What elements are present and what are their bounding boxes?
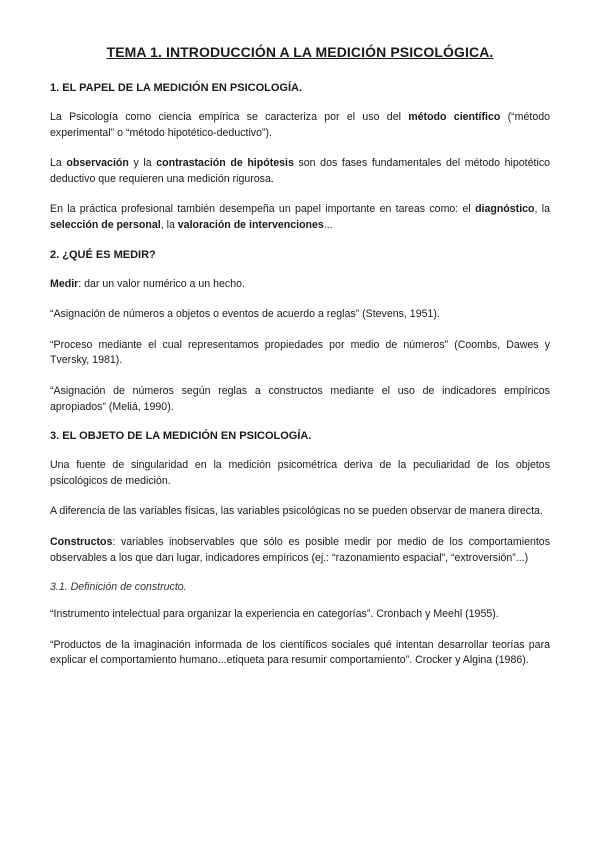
text-run: En la práctica profesional también desempeña un papel importante en tareas como: el [50,203,476,216]
quote-melia: “Asignación de números según reglas a constructos mediante el uso de indicadores empíricos apropiados” (Meliá, 1990). [50,384,550,413]
bold-term: contrastación de hipótesis [156,157,294,170]
quote-coombs: “Proceso mediante el cual representamos propiedades por medio de números” (Coombs, Dawes y Tversky, 1981). [50,338,550,367]
text-run: ... [323,218,333,231]
text-run: La Psicología como ciencia empírica se caracteriza por el uso del [50,111,409,123]
quote-cronbach: “Instrumento intelectual para organizar la experiencia en categorías”. Cronbach y Meehl (1955). [50,608,499,621]
quote-crocker: “Productos de la imaginación informada de los científicos sociales qué intentan desarrollar teorías para explicar el comportamiento humano...etiqueta para resumir comportamiento”. Crocker y Algina (1986). [50,638,550,667]
paragraph-variables: A diferencia de las variables físicas, las variables psicológicas no se pueden observar de manera directa. [50,505,543,518]
text-run: , la [160,218,178,231]
section-heading-3: 3. EL OBJETO DE LA MEDICIÓN EN PSICOLOGÍA. [50,430,312,443]
text-run: : variables inobservables que sólo es posible medir por medio de los comportamientos observables a los que dan lugar, indicadores empíricos (ej.: “razonamiento espacial”, “extroversión”...) [50,535,550,564]
bold-term: observación [66,157,129,170]
bold-term: método científico [408,111,501,123]
text-run: , la [534,203,550,216]
subsection-heading: 3.1. Definición de constructo. [50,581,187,594]
bold-term: diagnóstico [475,203,535,216]
text-run: : dar un valor numérico a un hecho. [78,277,245,290]
paragraph-practica-profesional [50,202,550,233]
text-run: son dos fases fundamentales del método hipotético deductivo que requieren una medición rigurosa. [50,157,551,185]
bold-term: selección de personal [50,218,161,231]
paragraph-observacion [50,156,550,187]
paragraph-constructos [50,535,550,566]
bold-term: Constructos [50,535,113,548]
paragraph-medir-definition [50,277,550,293]
bold-term: Medir [50,277,79,290]
paragraph-metodo-cientifico [50,110,550,141]
section-heading-2: 2. ¿QUÉ ES MEDIR? [50,248,156,261]
text-run: (“método experimental” o “método hipotético-deductivo”). [50,111,551,139]
bold-term: valoración de intervenciones [177,218,324,231]
section-heading-1: 1. EL PAPEL DE LA MEDICIÓN EN PSICOLOGÍA. [50,82,303,94]
text-run: La [50,157,67,170]
text-run: y la [128,157,157,170]
quote-stevens: “Asignación de números a objetos o eventos de acuerdo a reglas” (Stevens, 1951). [50,308,440,321]
document-title: TEMA 1. INTRODUCCIÓN A LA MEDICIÓN PSICOLÓGICA. [106,44,494,60]
paragraph-singularidad: Una fuente de singularidad en la medición psicométrica deriva de la peculiaridad de los objetos psicológicos de medición. [50,459,550,487]
